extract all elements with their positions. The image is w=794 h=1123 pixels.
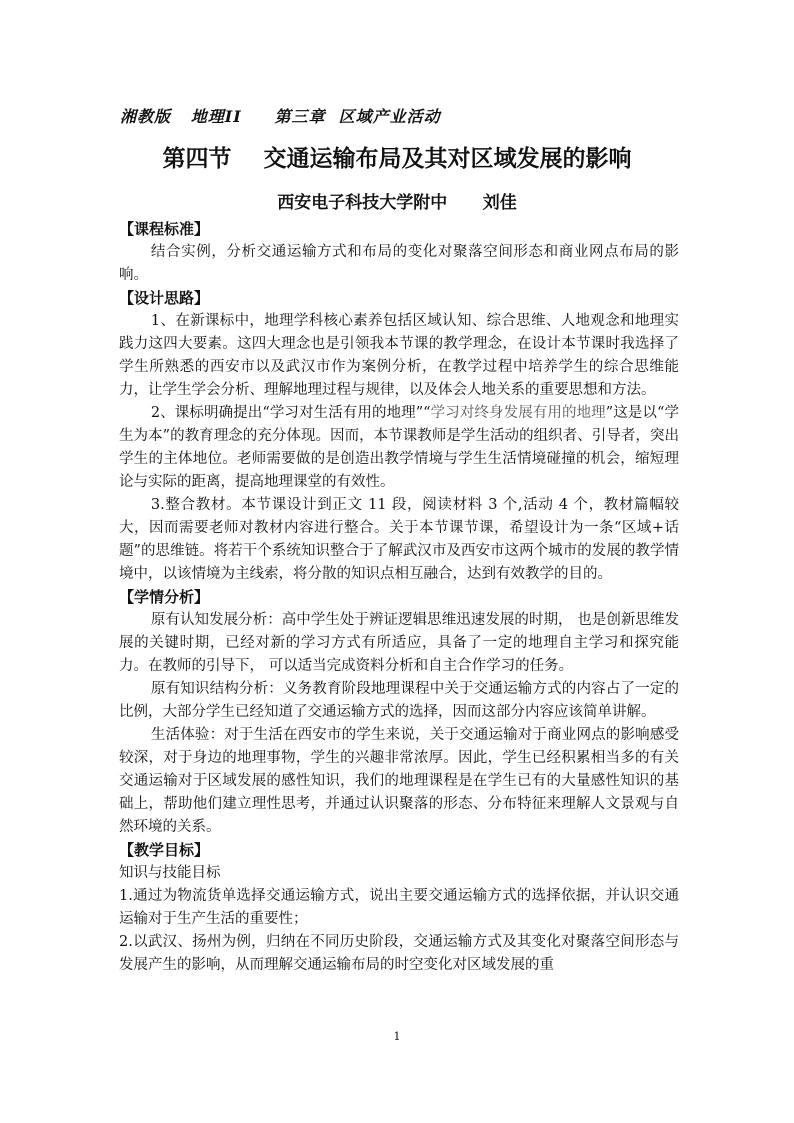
paragraph: 生活体验：对于生活在西安市的学生来说，关于交通运输对于商业网点的影响感受较深，对于身边的地理事物，学生的兴趣非常浓厚。因此，学生已经积累相当多的有关交通运输对于区域发展的感性知识，我们的地理课程是在学生已有的大量感性知识的基础上，帮助他们建立理性思考，并通过认识聚落的形态、分布特征来理解人文景观与自然环境的关系。 <box>119 727 679 835</box>
section-heading-design: 【设计思路】 <box>119 289 210 307</box>
section-heading-objectives: 【教学目标】 <box>119 841 210 859</box>
paragraph: 1、在新课标中，地理学科核心素养包括区域认知、综合思维、人地观念和地理实践力这四大要素。这四大理念也是引领我本节课的教学理念，在设计本节课时我选择了学生所熟悉的西安市以及武汉市作为案例分析，在教学过程中培养学生的综合思维能力，让学生学会分析、理解地理过程与规律，以及体会人地关系的重要思想和方法。 <box>119 313 679 398</box>
paragraph-text: 2、课标明确提出“学习对生活有用的地理”“ <box>150 405 431 421</box>
section-heading-analysis: 【学情分析】 <box>119 588 210 606</box>
section-heading-standard: 【课程标准】 <box>119 220 210 238</box>
paragraph: 原有认知发展分析：高中学生处于辨证逻辑思维迅速发展的时期， 也是创新思维发展的关键时期，已经对新的学习方式有所适应，具备了一定的地理自主学习和探究能力。在教师的引导下， 可以适当完成资料分析和自主合作学习的任务。 <box>119 612 679 674</box>
objective-item: 1.通过为物流货单选择交通运输方式，说出主要交通运输方式的选择依据，并认识交通运输对于生产生活的重要性； <box>119 888 679 927</box>
paragraph <box>119 402 679 494</box>
textbook-header: 湘教版 地理ⅠⅠ 第三章 区域产业活动 <box>120 107 441 126</box>
document-body <box>119 218 679 977</box>
paragraph: 3.整合教材。本节课设计到正文 11 段，阅读材料 3 个,活动 4 个，教材篇幅较大，因而需要老师对教材内容进行整合。关于本节课节课，希望设计为一条“区域+话题”的思维链。将若干个系统知识整合于了解武汉市及西安市这两个城市的发展的教学情境中，以该情境为主线索，将分散的知识点相互融合，达到有效教学的目的。 <box>119 497 679 582</box>
lesson-title: 第四节 交通运输布局及其对区域发展的影响 <box>162 145 632 172</box>
paragraph-text: ”这是以“学生为本”的教育理念的充分体现。因而，本节课教师是学生活动的组织者、引导者，突出学生的主体地位。老师需要做的是创造出教学情境与学生生活情境碰撞的机会，缩短理论与实际的距离，提高地理课堂的有效性。 <box>119 405 680 490</box>
paragraph: 结合实例，分析交通运输方式和布局的变化对聚落空间形态和商业网点布局的影响。 <box>119 244 679 283</box>
paragraph: 原有知识结构分析：义务教育阶段地理课程中关于交通运输方式的内容占了一定的比例，大部分学生已经知道了交通运输方式的选择，因而这部分内容应该简单讲解。 <box>119 681 679 720</box>
subheading: 知识与技能目标 <box>119 865 221 881</box>
author-line: 西安电子科技大学附中 刘佳 <box>277 193 517 213</box>
page-number: 1 <box>393 1030 401 1043</box>
quoted-phrase: 学习对终身发展有用的地理 <box>430 405 606 421</box>
objective-item: 2.以武汉、扬州为例，归纳在不同历史阶段，交通运输方式及其变化对聚落空间形态与发展产生的影响，从而理解交通运输布局的时空变化对区域发展的重 <box>119 934 679 973</box>
